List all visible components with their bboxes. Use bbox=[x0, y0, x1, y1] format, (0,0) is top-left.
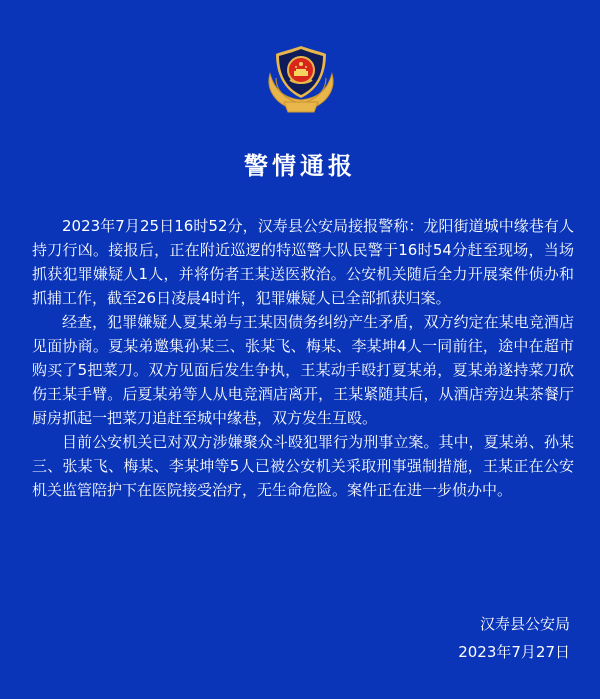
notice-body bbox=[32, 214, 574, 502]
paragraph: 经查，犯罪嫌疑人夏某弟与王某因债务纠纷产生矛盾，双方约定在某电竞酒店见面协商。夏某弟邀集孙某三、张某飞、梅某、李某坤4人一同前往，途中在超市购买了5把菜刀。双方见面后发生争执，王某动手殴打夏某弟，夏某弟遂持菜刀砍伤王某手臂。后夏某弟等人从电竞酒店离开，王某紧随其后，从酒店旁边某茶餐厅厨房抓起一把菜刀追赶至城中缘巷，双方发生互殴。 bbox=[32, 313, 574, 427]
page-title: 警情通报 bbox=[244, 152, 356, 180]
paragraph: 目前公安机关已对双方涉嫌聚众斗殴犯罪行为刑事立案。其中，夏某弟、孙某三、张某飞、梅某、李某坤等5人已被公安机关采取刑事强制措施，王某正在公安机关监管陪护下在医院接受治疗，无生命危险。案件正在进一步侦办中。 bbox=[32, 433, 574, 499]
paragraph: 2023年7月25日16时52分，汉寿县公安局接报警称：龙阳街道城中缘巷有人持刀行凶。接报后，正在附近巡逻的特巡警大队民警于16时54分赶至现场，当场抓获犯罪嫌疑人1人，并将伤者王某送医救治。公安机关随后全力开展案件侦办和抓捕工作，截至26日凌晨4时许，犯罪嫌疑人已全部抓获归案。 bbox=[32, 217, 574, 307]
issuer-name: 汉寿县公安局 bbox=[479, 615, 570, 633]
issue-date: 2023年7月27日 bbox=[458, 643, 570, 661]
police-emblem-icon bbox=[262, 44, 340, 116]
signature-block bbox=[458, 610, 570, 666]
